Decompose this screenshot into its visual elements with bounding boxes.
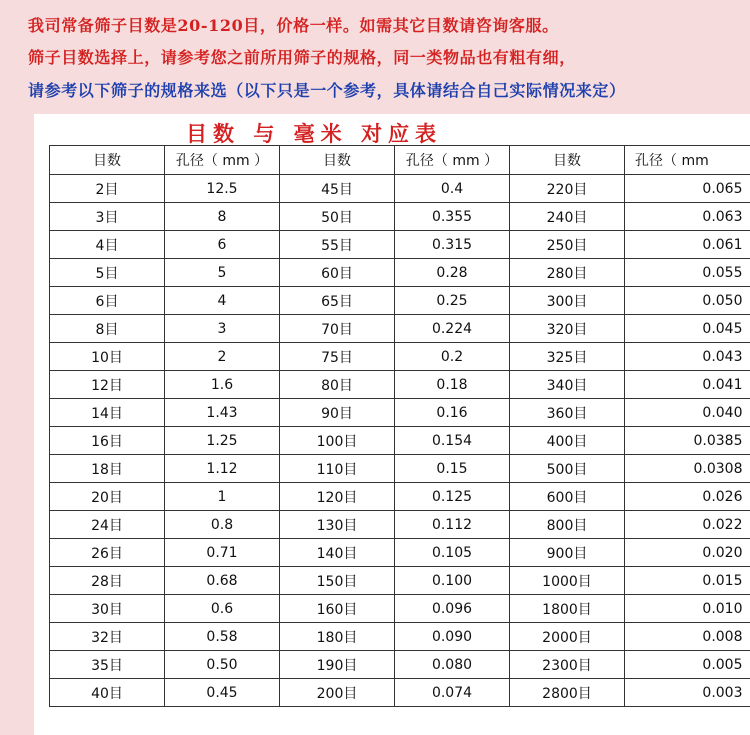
note-stock-range: 我司常备筛子目数是20-120目，价格一样。如需其它目数请咨询客服。 xyxy=(28,16,559,35)
cell-aperture-3: 0.003 xyxy=(625,679,750,707)
cell-mesh-2: 110目 xyxy=(280,455,395,483)
table-row xyxy=(50,203,750,231)
cell-mesh-1: 2目 xyxy=(50,175,165,203)
cell-aperture-3: 0.061 xyxy=(625,231,750,259)
cell-aperture-2: 0.224 xyxy=(395,315,510,343)
cell-aperture-2: 0.154 xyxy=(395,427,510,455)
cell-aperture-3: 0.050 xyxy=(625,287,750,315)
cell-aperture-3: 0.055 xyxy=(625,259,750,287)
cell-aperture-1: 1.12 xyxy=(165,455,280,483)
cell-mesh-3: 900目 xyxy=(510,539,625,567)
cell-aperture-3: 0.0385 xyxy=(625,427,750,455)
cell-aperture-2: 0.15 xyxy=(395,455,510,483)
cell-aperture-1: 12.5 xyxy=(165,175,280,203)
cell-aperture-1: 0.45 xyxy=(165,679,280,707)
cell-aperture-1: 1 xyxy=(165,483,280,511)
cell-aperture-3: 0.026 xyxy=(625,483,750,511)
cell-mesh-1: 8目 xyxy=(50,315,165,343)
cell-aperture-2: 0.2 xyxy=(395,343,510,371)
cell-aperture-1: 2 xyxy=(165,343,280,371)
cell-mesh-3: 250目 xyxy=(510,231,625,259)
cell-aperture-3: 0.040 xyxy=(625,399,750,427)
cell-aperture-2: 0.090 xyxy=(395,623,510,651)
cell-mesh-1: 6目 xyxy=(50,287,165,315)
table-row xyxy=(50,483,750,511)
cell-mesh-3: 220目 xyxy=(510,175,625,203)
cell-mesh-1: 20目 xyxy=(50,483,165,511)
table-row xyxy=(50,287,750,315)
cell-mesh-3: 500目 xyxy=(510,455,625,483)
cell-mesh-3: 600目 xyxy=(510,483,625,511)
cell-aperture-3: 0.065 xyxy=(625,175,750,203)
cell-mesh-1: 28目 xyxy=(50,567,165,595)
cell-mesh-2: 140目 xyxy=(280,539,395,567)
cell-mesh-2: 65目 xyxy=(280,287,395,315)
table-row xyxy=(50,231,750,259)
cell-aperture-3: 0.008 xyxy=(625,623,750,651)
cell-aperture-2: 0.18 xyxy=(395,371,510,399)
table-row xyxy=(50,455,750,483)
cell-mesh-2: 60目 xyxy=(280,259,395,287)
cell-aperture-1: 3 xyxy=(165,315,280,343)
cell-mesh-3: 320目 xyxy=(510,315,625,343)
cell-mesh-2: 75目 xyxy=(280,343,395,371)
cell-mesh-2: 90目 xyxy=(280,399,395,427)
cell-mesh-1: 14目 xyxy=(50,399,165,427)
cell-mesh-3: 800目 xyxy=(510,511,625,539)
cell-aperture-2: 0.096 xyxy=(395,595,510,623)
cell-mesh-2: 180目 xyxy=(280,623,395,651)
cell-aperture-1: 1.6 xyxy=(165,371,280,399)
cell-mesh-2: 50目 xyxy=(280,203,395,231)
table-row xyxy=(50,539,750,567)
cell-mesh-1: 3目 xyxy=(50,203,165,231)
cell-aperture-1: 0.8 xyxy=(165,511,280,539)
table-row xyxy=(50,343,750,371)
cell-mesh-1: 24目 xyxy=(50,511,165,539)
cell-mesh-2: 190目 xyxy=(280,651,395,679)
cell-mesh-3: 360目 xyxy=(510,399,625,427)
cell-aperture-2: 0.28 xyxy=(395,259,510,287)
cell-mesh-3: 2300目 xyxy=(510,651,625,679)
cell-aperture-1: 1.43 xyxy=(165,399,280,427)
header-aperture-1: 孔径（ mm ） xyxy=(165,146,280,175)
table-row xyxy=(50,511,750,539)
cell-mesh-1: 30目 xyxy=(50,595,165,623)
cell-aperture-2: 0.25 xyxy=(395,287,510,315)
cell-aperture-1: 5 xyxy=(165,259,280,287)
cell-aperture-1: 1.25 xyxy=(165,427,280,455)
cell-mesh-1: 32目 xyxy=(50,623,165,651)
header-aperture-2: 孔径（ mm ） xyxy=(395,146,510,175)
cell-mesh-2: 200目 xyxy=(280,679,395,707)
table-row xyxy=(50,623,750,651)
table-row xyxy=(50,651,750,679)
spec-panel xyxy=(34,114,750,735)
cell-aperture-2: 0.074 xyxy=(395,679,510,707)
cell-aperture-2: 0.100 xyxy=(395,567,510,595)
cell-mesh-2: 100目 xyxy=(280,427,395,455)
cell-mesh-1: 26目 xyxy=(50,539,165,567)
cell-aperture-2: 0.112 xyxy=(395,511,510,539)
table-row xyxy=(50,567,750,595)
cell-aperture-2: 0.315 xyxy=(395,231,510,259)
cell-mesh-2: 80目 xyxy=(280,371,395,399)
cell-mesh-3: 325目 xyxy=(510,343,625,371)
cell-aperture-2: 0.125 xyxy=(395,483,510,511)
cell-mesh-2: 160目 xyxy=(280,595,395,623)
cell-mesh-3: 400目 xyxy=(510,427,625,455)
cell-aperture-3: 0.020 xyxy=(625,539,750,567)
cell-aperture-1: 0.71 xyxy=(165,539,280,567)
note-reference-disclaimer: 请参考以下筛子的规格来选（以下只是一个参考，具体请结合自己实际情况来定） xyxy=(28,81,626,100)
cell-aperture-3: 0.063 xyxy=(625,203,750,231)
table-row xyxy=(50,259,750,287)
cell-aperture-2: 0.355 xyxy=(395,203,510,231)
table-row xyxy=(50,595,750,623)
header-mesh-1: 目数 xyxy=(50,146,165,175)
table-row xyxy=(50,371,750,399)
table-row xyxy=(50,175,750,203)
cell-aperture-1: 0.50 xyxy=(165,651,280,679)
cell-aperture-2: 0.080 xyxy=(395,651,510,679)
cell-mesh-3: 340目 xyxy=(510,371,625,399)
table-header-row xyxy=(50,146,750,175)
header-aperture-3: 孔径（ mm xyxy=(625,146,750,175)
cell-mesh-3: 2000目 xyxy=(510,623,625,651)
cell-mesh-1: 5目 xyxy=(50,259,165,287)
table-row xyxy=(50,315,750,343)
cell-mesh-1: 16目 xyxy=(50,427,165,455)
cell-mesh-2: 120目 xyxy=(280,483,395,511)
cell-aperture-3: 0.022 xyxy=(625,511,750,539)
cell-mesh-3: 2800目 xyxy=(510,679,625,707)
cell-aperture-2: 0.16 xyxy=(395,399,510,427)
cell-mesh-2: 55目 xyxy=(280,231,395,259)
cell-mesh-3: 1000目 xyxy=(510,567,625,595)
cell-aperture-1: 0.68 xyxy=(165,567,280,595)
cell-aperture-1: 6 xyxy=(165,231,280,259)
table-row xyxy=(50,399,750,427)
cell-mesh-1: 10目 xyxy=(50,343,165,371)
cell-mesh-2: 45目 xyxy=(280,175,395,203)
cell-mesh-3: 240目 xyxy=(510,203,625,231)
cell-aperture-1: 0.58 xyxy=(165,623,280,651)
cell-aperture-1: 8 xyxy=(165,203,280,231)
header-mesh-3: 目数 xyxy=(510,146,625,175)
cell-mesh-2: 150目 xyxy=(280,567,395,595)
cell-aperture-2: 0.105 xyxy=(395,539,510,567)
cell-aperture-1: 4 xyxy=(165,287,280,315)
cell-aperture-3: 0.0308 xyxy=(625,455,750,483)
cell-mesh-3: 300目 xyxy=(510,287,625,315)
cell-aperture-3: 0.041 xyxy=(625,371,750,399)
note-selection-advice: 筛子目数选择上，请参考您之前所用筛子的规格，同一类物品也有粗有细， xyxy=(28,48,576,67)
cell-aperture-2: 0.4 xyxy=(395,175,510,203)
cell-aperture-3: 0.015 xyxy=(625,567,750,595)
table-title: 目数 与 毫米 对应表 xyxy=(186,121,442,146)
cell-mesh-1: 12目 xyxy=(50,371,165,399)
cell-mesh-2: 70目 xyxy=(280,315,395,343)
table-row xyxy=(50,679,750,707)
cell-mesh-1: 35目 xyxy=(50,651,165,679)
table-body xyxy=(50,175,750,707)
cell-aperture-1: 0.6 xyxy=(165,595,280,623)
cell-aperture-3: 0.010 xyxy=(625,595,750,623)
header-mesh-2: 目数 xyxy=(280,146,395,175)
cell-aperture-3: 0.043 xyxy=(625,343,750,371)
cell-mesh-1: 18目 xyxy=(50,455,165,483)
table-row xyxy=(50,427,750,455)
cell-mesh-1: 40目 xyxy=(50,679,165,707)
cell-aperture-3: 0.045 xyxy=(625,315,750,343)
cell-mesh-1: 4目 xyxy=(50,231,165,259)
mesh-mm-table xyxy=(49,145,750,707)
cell-mesh-3: 280目 xyxy=(510,259,625,287)
cell-aperture-3: 0.005 xyxy=(625,651,750,679)
cell-mesh-2: 130目 xyxy=(280,511,395,539)
cell-mesh-3: 1800目 xyxy=(510,595,625,623)
